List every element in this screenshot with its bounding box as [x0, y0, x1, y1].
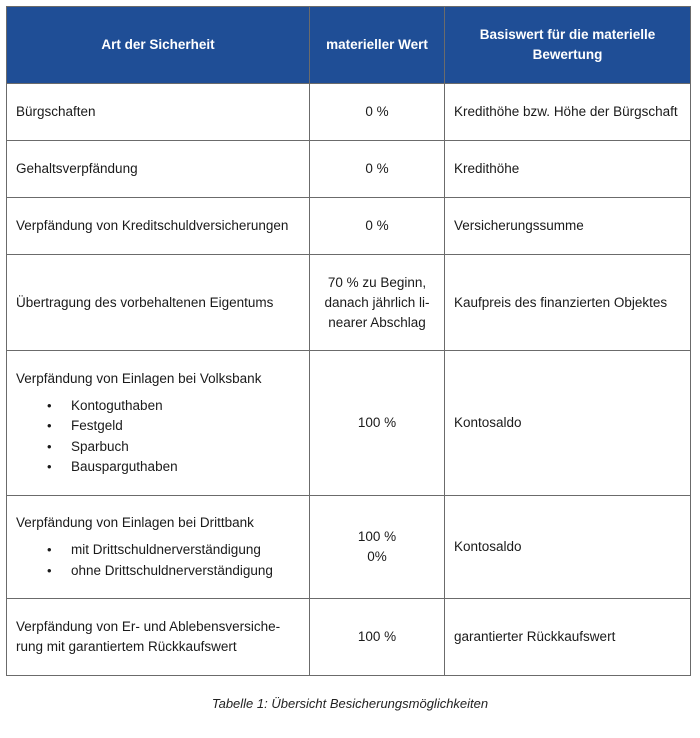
material-value-cell: 100 % — [310, 599, 445, 676]
valuation-basis-cell: Kaufpreis des finanzierten Objektes — [445, 255, 691, 351]
header-security-type: Art der Sicherheit — [7, 7, 310, 84]
security-type-cell: Übertragung des vorbehaltenen Eigentums — [7, 255, 310, 351]
list-item: • mit Drittschuldnerverständigung — [71, 540, 300, 561]
value-line: 70 % zu Beginn, — [327, 274, 427, 290]
table-row — [7, 496, 691, 599]
value-line: danach jährlich li- — [324, 294, 430, 310]
table-row — [7, 198, 691, 255]
table-caption: Tabelle 1: Übersicht Besicherungsmöglichkeiten — [211, 696, 489, 711]
valuation-basis-cell: Kontosaldo — [445, 496, 691, 599]
material-value-cell — [310, 496, 445, 599]
security-type-cell — [7, 599, 310, 676]
value-line: nearer Abschlag — [328, 314, 426, 330]
security-table — [6, 6, 691, 676]
security-type-line: Verpfändung von Er- und Ablebensversiche- — [16, 619, 281, 634]
valuation-basis-cell: Versicherungssumme — [445, 198, 691, 255]
security-type-label: Verpfändung von Einlagen bei Drittbank — [16, 515, 254, 530]
list-item: • Bausparguthaben — [71, 457, 300, 478]
bullet-list — [16, 396, 300, 478]
list-item: • ohne Drittschuldnerverständigung — [71, 561, 300, 582]
security-type-cell: Verpfändung von Kreditschuldversicherungen — [7, 198, 310, 255]
value-line: 100 % — [357, 529, 397, 544]
material-value-cell: 0 % — [310, 141, 445, 198]
security-type-cell: Gehaltsverpfändung — [7, 141, 310, 198]
list-item: • Sparbuch — [71, 437, 300, 458]
list-item: • Kontoguthaben — [71, 396, 300, 417]
table-row — [7, 599, 691, 676]
table-row — [7, 84, 691, 141]
bullet-list — [16, 540, 300, 581]
table-row — [7, 141, 691, 198]
security-type-cell — [7, 351, 310, 496]
material-value-cell: 0 % — [310, 198, 445, 255]
list-item: • Festgeld — [71, 416, 300, 437]
valuation-basis-cell: garantierter Rückkaufswert — [445, 599, 691, 676]
table-row — [7, 351, 691, 496]
security-type-cell: Bürgschaften — [7, 84, 310, 141]
value-line: 0% — [367, 549, 387, 564]
security-type-cell — [7, 496, 310, 599]
valuation-basis-cell: Kredithöhe bzw. Höhe der Bürgschaft — [445, 84, 691, 141]
valuation-basis-cell: Kontosaldo — [445, 351, 691, 496]
header-row — [7, 7, 691, 84]
valuation-basis-cell: Kredithöhe — [445, 141, 691, 198]
material-value-cell: 0 % — [310, 84, 445, 141]
security-type-label: Verpfändung von Einlagen bei Volksbank — [16, 370, 262, 386]
table-row — [7, 255, 691, 351]
material-value-cell — [310, 255, 445, 351]
header-valuation-basis: Basiswert für die materielle Bewertung — [445, 7, 691, 84]
header-material-value: materieller Wert — [310, 7, 445, 84]
material-value-cell: 100 % — [310, 351, 445, 496]
security-type-line: rung mit garantiertem Rückkaufswert — [16, 639, 237, 654]
